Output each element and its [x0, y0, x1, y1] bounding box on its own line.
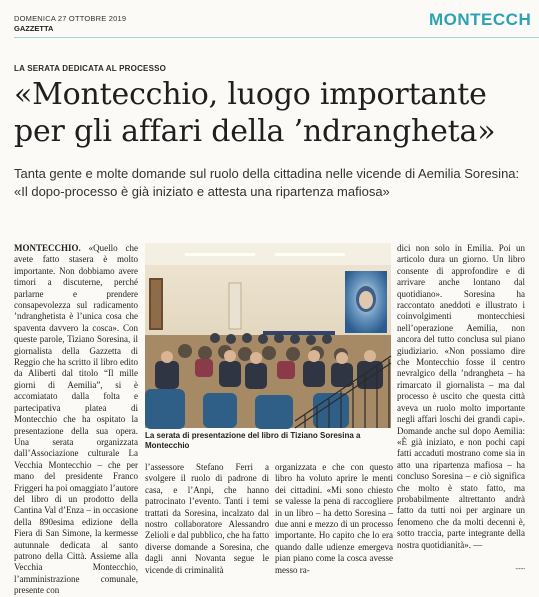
photo-caption: La serata di presentazione del libro di Tiziano Soresina a Montecchio — [145, 431, 361, 450]
article-dateline: MONTECCHIO. — [14, 243, 81, 253]
audience-photo-illustration — [145, 243, 391, 428]
event-photo — [145, 243, 391, 428]
article-subhead: Tanta gente e molte domande sul ruolo della cittadina nelle vicende di Aemilia Soresina: «Il dopo-processo è già iniziato e attesta una ripartenza mafiosa» — [14, 166, 520, 199]
article-headline: «Montecchio, luogo importante per gli affari della ’ndrangheta» — [14, 77, 496, 149]
section-title: MONTECCH — [429, 10, 532, 29]
article-column-1 — [14, 243, 138, 597]
copyright-watermark: ▪▪▪▪▪▪ — [515, 566, 525, 571]
newspaper-name: GAZZETTA — [14, 24, 54, 33]
page-header — [0, 0, 539, 40]
column-1-text: «Quello che avete fatto stasera è molto importante. Non dobbiamo avere timori a discuterne, perché parlarne e prendere consapevolezza sul radicamento ’ndranghetista è l’unica cosa che spaventa davvero la cosca». Con queste parole, Tiziano Soresina, il giornalista della Gazzetta di Reggio che ha scritto il libro edito da Aliberti dal titolo “Il mille giorni di Aemilia”, si è accomiatato dalla folta e partecipativa platea di Montecchio che ha ospitato la presentazione della sua opera. Una serata organizzata dall’Associazione culturale La Vecchia Montecchio – che per mano del presidente Franco Friggeri ha poi omaggiato l’autore del libro di un prodotto della Cantina Val d’Enza – in occasione della 890esima edizione della Fiera di San Simone, la kermesse autunnale dedicata al santo patrono della Città. Assieme alla Vecchia Montecchio, l’amministrazione comunale, presente con — [14, 243, 138, 596]
header-divider — [14, 37, 539, 38]
issue-date: DOMENICA 27 OTTOBRE 2019 — [14, 14, 127, 23]
article-column-4: dici non solo in Emilia. Poi un articolo dura un giorno. Un libro consente di approfondire e di arrivare anche lontano dal quotidiano». Soresina ha raccontato aneddoti e illustrato i coinvolgimenti montecchiesi nell’operazione Aemilia, non ancora del tutto conclusa sul piano giudiziario. «Non possiamo dire che Montecchio fosse il centro nevralgico della ’ndrangheta – ha rimarcato il giornalista – ma dal processo è uscito che questa città aveva un ruolo molto importante negli affari loschi dei grandi capi». Domande anche sul dopo Aemilia: «È già iniziato, e non pochi capi fatti accaduti mostrano come sia in atto una ripartenza mafiosa – ha concluso Soresina – e ciò significa che molto è stato fatto, ma probabilmente altrettanto andrà fatto da tutti noi per arginare un fenomeno che da molti decenni è, sotto traccia, parte integrante della nostra quotidianità». — — [397, 243, 525, 550]
article-column-2: l’assessore Stefano Ferri a svolgere il ruolo di padrone di casa, e l’Anpi, che hanno patrocinato l’evento. Tanti i temi trattati da Soresina, incalzato dal nostro collaboratore Alessandro Zelioli e dal pubblico, che ha fatto diverse domande a Soresina, che dagli anni Novanta segue le vicende di criminalità — [145, 462, 269, 575]
article-kicker: LA SERATA DEDICATA AL PROCESSO — [14, 64, 167, 73]
article-column-3: organizzata e che con questo libro ha voluto aprire le menti dei cittadini. «Mi sono chiesto se valesse la pena di raccogliere in un libro – ha detto Soresina – due anni e mezzo di un processo importante. Ho capito che lo era quando dalle udienze emergeva pian piano come la cosca avesse messo ra- — [275, 462, 393, 575]
